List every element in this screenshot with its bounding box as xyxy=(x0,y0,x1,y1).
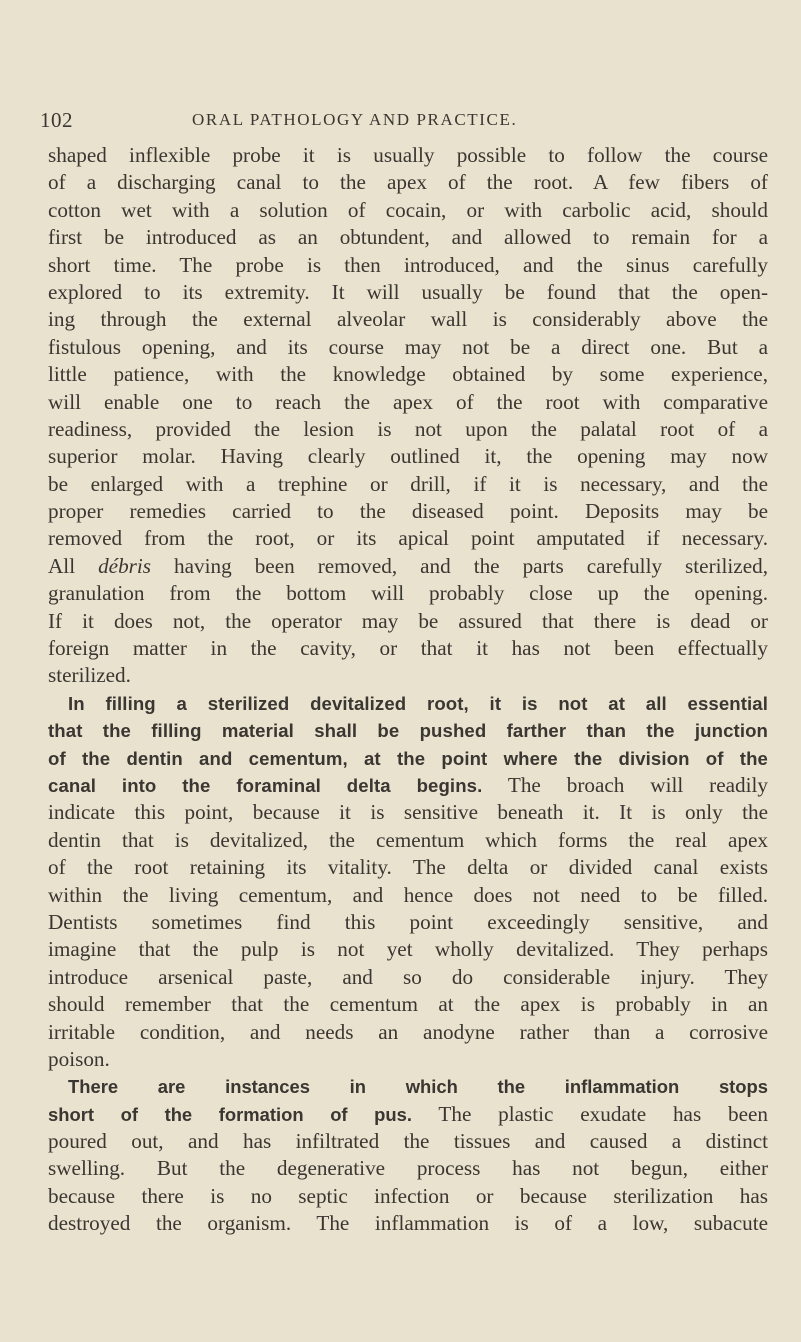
text-line: poured out, and has infiltrated the tissues and caused a distinct xyxy=(48,1129,768,1154)
text-line: proper remedies carried to the diseased point. Deposits may be xyxy=(48,499,768,524)
text-line: explored to its extremity. It will usually be found that the open- xyxy=(48,279,768,304)
text-line: short time. The probe is then introduced, and the sinus carefully xyxy=(48,252,768,277)
text-line: removed from the root, or its apical point amputated if necessary. xyxy=(48,526,768,551)
text-line: be enlarged with a trephine or drill, if it is necessary, and the xyxy=(48,471,768,496)
text-line: will enable one to reach the apex of the root with comparative xyxy=(48,389,768,414)
bold-text-line: In filling a sterilized devitalized root, it is not at all essential xyxy=(68,692,768,714)
text-segment: having been removed, and the parts carefully sterilized, xyxy=(151,553,768,578)
text-line: irritable condition, and needs an anodyne rather than a corrosive xyxy=(48,1019,768,1044)
page-header xyxy=(0,104,801,134)
bold-text-line: that the filling material shall be pushed farther than the junction xyxy=(48,720,768,742)
text-line: granulation from the bottom will probably close up the opening. xyxy=(48,581,768,606)
bold-segment: canal into the foraminal delta begins. xyxy=(48,774,483,796)
bold-text-line: of the dentin and cementum, at the point where the division of the xyxy=(48,747,768,769)
text-line: poison. xyxy=(48,1046,110,1071)
text-line: first be introduced as an obtundent, and allowed to remain for a xyxy=(48,225,768,250)
text-line: fistulous opening, and its course may not be a direct one. But a xyxy=(48,334,768,359)
text-line: sterilized. xyxy=(48,663,131,688)
text-line: superior molar. Having clearly outlined it, the opening may now xyxy=(48,444,768,469)
text-line: If it does not, the operator may be assured that there is dead or xyxy=(48,608,768,633)
text-segment: The broach will readily xyxy=(482,772,768,797)
text-line: of the root retaining its vitality. The delta or divided canal exists xyxy=(48,855,768,880)
text-line: swelling. But the degenerative process has not begun, either xyxy=(48,1156,768,1181)
text-segment: All xyxy=(48,553,99,578)
text-line: ing through the external alveolar wall is considerably above the xyxy=(48,307,768,332)
text-line: shaped inflexible probe it is usually possible to follow the course xyxy=(48,143,768,167)
page-number: 102 xyxy=(40,108,73,132)
text-line: imagine that the pulp is not yet wholly devitalized. They perhaps xyxy=(48,937,768,962)
text-line: foreign matter in the cavity, or that it has not been effectually xyxy=(48,636,768,661)
italic-term: débris xyxy=(98,553,152,578)
text-line: little patience, with the knowledge obtained by some experience, xyxy=(48,362,768,387)
running-title: ORAL PATHOLOGY AND PRACTICE. xyxy=(192,110,518,129)
text-line: dentin that is devitalized, the cementum which forms the real apex xyxy=(48,827,768,852)
body-text xyxy=(48,142,768,1238)
text-line: Dentists sometimes find this point exceedingly sensitive, and xyxy=(48,909,768,934)
text-line: destroyed the organism. The inflammation is of a low, subacute xyxy=(48,1211,768,1236)
text-segment: The plastic exudate has been xyxy=(411,1101,768,1126)
text-line: because there is no septic infection or because sterilization has xyxy=(48,1183,768,1208)
text-line xyxy=(48,553,768,580)
text-line: cotton wet with a solution of cocain, or with carbolic acid, should xyxy=(48,197,768,222)
text-line: of a discharging canal to the apex of the root. A few fibers of xyxy=(48,170,768,195)
text-line: indicate this point, because it is sensitive beneath it. It is only the xyxy=(48,800,768,825)
bold-segment: short of the formation of pus. xyxy=(48,1103,412,1125)
bold-text-line: There are instances in which the inflammation stops xyxy=(68,1076,768,1098)
text-line: readiness, provided the lesion is not upon the palatal root of a xyxy=(48,416,768,441)
text-line: introduce arsenical paste, and so do considerable injury. They xyxy=(48,964,768,989)
text-line xyxy=(48,772,768,799)
text-line: within the living cementum, and hence does not need to be filled. xyxy=(48,882,768,907)
text-line xyxy=(48,1101,768,1128)
text-line: should remember that the cementum at the apex is probably in an xyxy=(48,992,768,1017)
